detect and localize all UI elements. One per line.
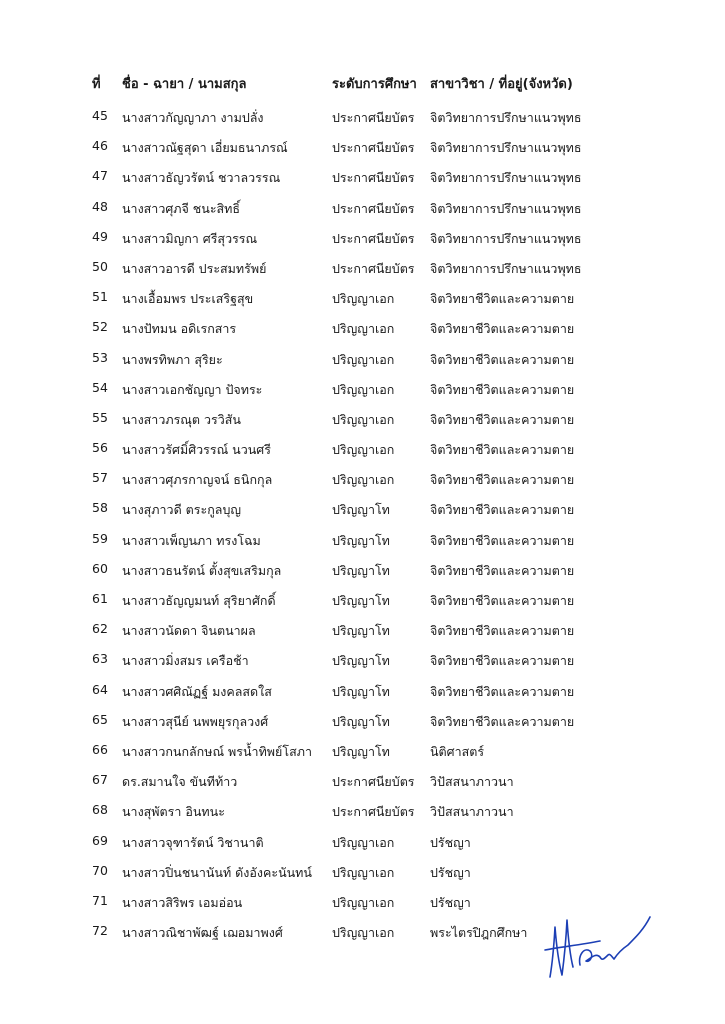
table-row: [0, 525, 725, 555]
row-major-province: จิตวิทยาชีวิตและความตาย: [430, 351, 575, 367]
table-row: [0, 494, 725, 524]
row-education-level: ปริญญาโท: [332, 562, 390, 578]
row-major-province: จิตวิทยาการปรึกษาแนวพุทธ: [430, 110, 582, 125]
row-major-province: จิตวิทยาชีวิตและความตาย: [430, 442, 575, 458]
row-major-province: จิตวิทยาชีวิตและความตาย: [430, 291, 575, 307]
table-row: [0, 464, 725, 494]
row-name: นางสาวสิริพร เอมอ่อน: [122, 894, 243, 910]
row-number: 60: [92, 560, 108, 576]
table-row: [0, 736, 725, 766]
row-major-province: จิตวิทยาชีวิตและความตาย: [430, 593, 575, 608]
row-number: 66: [92, 741, 108, 757]
table-row: [0, 615, 725, 645]
row-education-level: ปริญญาเอก: [332, 442, 395, 458]
row-name: นางพรทิพภา สุริยะ: [122, 351, 223, 367]
header-no: ที่: [92, 77, 101, 92]
row-major-province: นิติศาสตร์: [430, 743, 485, 759]
table-row: [0, 766, 725, 796]
row-name: นางสาวธัญญมนท์ สุริยาศักดิ์: [122, 593, 276, 608]
table-row: [0, 555, 725, 585]
row-number: 70: [92, 862, 108, 878]
row-number: 61: [92, 591, 108, 606]
row-major-province: จิตวิทยาชีวิตและความตาย: [430, 562, 575, 578]
row-education-level: ประกาศนียบัตร: [332, 260, 415, 276]
row-name: นางสาวศุภจี ชนะสิทธิ์: [122, 200, 241, 216]
table-row: [0, 193, 725, 223]
row-education-level: ปริญญาเอก: [332, 925, 395, 941]
table-row: [0, 344, 725, 374]
row-major-province: จิตวิทยาชีวิตและความตาย: [430, 321, 575, 337]
row-major-province: ปรัชญา: [430, 894, 471, 910]
row-name: นางสาวภรณุต วรวิสัน: [122, 411, 241, 427]
row-education-level: ปริญญาเอก: [332, 321, 395, 337]
row-name: นางสาวจุฑารัตน์ วิชานาติ: [122, 834, 264, 850]
row-major-province: จิตวิทยาการปรึกษาแนวพุทธ: [430, 260, 582, 276]
row-major-province: จิตวิทยาชีวิตและความตาย: [430, 411, 575, 427]
row-number: 64: [92, 681, 108, 697]
row-education-level: ปริญญาเอก: [332, 411, 395, 427]
row-education-level: ปริญญาเอก: [332, 834, 395, 850]
row-number: 65: [92, 711, 108, 727]
row-education-level: ประกาศนียบัตร: [332, 230, 415, 246]
row-major-province: จิตวิทยาการปรึกษาแนวพุทธ: [430, 140, 582, 156]
table-row: [0, 162, 725, 192]
row-major-province: จิตวิทยาชีวิตและความตาย: [430, 623, 575, 639]
row-number: 47: [92, 168, 108, 184]
row-name: นางสุพัตรา อินทนะ: [122, 804, 225, 820]
row-major-province: จิตวิทยาชีวิตและความตาย: [430, 683, 575, 699]
row-education-level: ประกาศนียบัตร: [332, 200, 415, 216]
row-number: 67: [92, 772, 108, 788]
row-name: นางสาวรัศมิ์ศิวรรณ์ นวนศรี: [122, 442, 271, 458]
row-education-level: ปริญญาโท: [332, 713, 390, 729]
row-name: นางสาวอารดี ประสมทรัพย์: [122, 260, 267, 276]
row-education-level: ปริญญาโท: [332, 623, 390, 639]
row-education-level: ปริญญาโท: [332, 502, 390, 518]
row-education-level: ประกาศนียบัตร: [332, 170, 415, 186]
row-name: นางสาวกัญญาภา งามปลั่ง: [122, 110, 264, 125]
row-name: นางสาวเพ็ญนภา ทรงโฉม: [122, 532, 261, 548]
table-row: [0, 132, 725, 162]
row-name: นางสาวมิ่งสมร เครือช้า: [122, 653, 249, 669]
row-major-province: จิตวิทยาชีวิตและความตาย: [430, 532, 575, 548]
row-education-level: ปริญญาเอก: [332, 894, 395, 910]
row-education-level: ปริญญาโท: [332, 532, 390, 548]
row-major-province: จิตวิทยาชีวิตและความตาย: [430, 472, 575, 488]
table-body: [0, 102, 725, 947]
row-education-level: ปริญญาเอก: [332, 472, 395, 488]
row-number: 45: [92, 108, 108, 123]
row-major-province: ปรัชญา: [430, 864, 471, 880]
table-row: [0, 223, 725, 253]
row-number: 50: [92, 258, 108, 274]
row-name: นางสาวนัดดา จินตนาผล: [122, 623, 256, 639]
row-education-level: ปริญญาโท: [332, 743, 390, 759]
table-row: [0, 253, 725, 283]
row-education-level: ปริญญาโท: [332, 593, 390, 608]
table-row: [0, 857, 725, 887]
row-education-level: ประกาศนียบัตร: [332, 110, 415, 125]
header-education-level: ระดับการศึกษา: [332, 77, 417, 92]
row-number: 59: [92, 530, 108, 546]
table-row: [0, 434, 725, 464]
row-name: นางสาวศุภรกาญจน์ ธนิกกุล: [122, 472, 273, 488]
row-education-level: ปริญญาเอก: [332, 291, 395, 307]
row-education-level: ปริญญาโท: [332, 653, 390, 669]
row-name: นางสุภาวดี ตระกูลบุญ: [122, 502, 242, 518]
row-major-province: ปรัชญา: [430, 834, 471, 850]
row-major-province: จิตวิทยาชีวิตและความตาย: [430, 502, 575, 518]
row-name: นางสาวณิชาพัฒฐ์ เฌอมาพงศ์: [122, 925, 283, 941]
handwritten-signature: [540, 905, 655, 985]
row-education-level: ปริญญาโท: [332, 683, 390, 699]
table-row: [0, 374, 725, 404]
row-number: 48: [92, 198, 108, 214]
row-name: นางสาวปิ่นชนานันท์ ดังอังคะนันทน์: [122, 864, 312, 880]
row-name: นางสาวธนรัตน์ ตั้งสุขเสริมกุล: [122, 562, 282, 578]
row-name: นางสาวเอกชัญญา ปัจทระ: [122, 381, 263, 397]
row-number: 54: [92, 379, 108, 395]
row-education-level: ประกาศนียบัตร: [332, 140, 415, 156]
row-number: 68: [92, 802, 108, 818]
row-name: นางสาวณัฐสุดา เอี่ยมธนาภรณ์: [122, 140, 288, 156]
row-number: 63: [92, 651, 108, 667]
table-row: [0, 706, 725, 736]
table-row: [0, 313, 725, 343]
row-major-province: จิตวิทยาการปรึกษาแนวพุทธ: [430, 170, 582, 186]
row-major-province: จิตวิทยาชีวิตและความตาย: [430, 713, 575, 729]
table-header: [0, 73, 725, 95]
table-row: [0, 827, 725, 857]
row-number: 58: [92, 500, 108, 516]
table-row: [0, 404, 725, 434]
header-name: ชื่อ - ฉายา / นามสกุล: [122, 77, 247, 92]
table-row: [0, 676, 725, 706]
row-education-level: ประกาศนียบัตร: [332, 774, 415, 790]
row-number: 52: [92, 319, 108, 335]
row-name: นางสาวธัญวรัตน์ ชวาลวรรณ: [122, 170, 281, 186]
row-number: 56: [92, 440, 108, 456]
row-major-province: พระไตรปิฎกศึกษา: [430, 925, 528, 941]
table-row: [0, 283, 725, 313]
row-name: นางสาวมิญกา ศรีสุวรรณ: [122, 230, 258, 246]
table-row: [0, 102, 725, 132]
row-name: นางสาวกนกลักษณ์ พรน้ำทิพย์โสภา: [122, 743, 312, 759]
row-education-level: ปริญญาเอก: [332, 351, 395, 367]
row-number: 57: [92, 470, 108, 486]
row-number: 55: [92, 409, 108, 425]
row-name: นางปัทมน อดิเรกสาร: [122, 321, 237, 337]
row-education-level: ประกาศนียบัตร: [332, 804, 415, 820]
row-major-province: จิตวิทยาชีวิตและความตาย: [430, 381, 575, 397]
row-number: 46: [92, 138, 108, 154]
row-number: 49: [92, 228, 108, 244]
row-number: 72: [92, 923, 108, 939]
row-number: 71: [92, 892, 108, 908]
row-major-province: วิปัสสนาภาวนา: [430, 804, 514, 820]
row-number: 53: [92, 349, 108, 365]
row-name: นางสาวสุนีย์ นพพยุรกุลวงศ์: [122, 713, 269, 729]
row-number: 51: [92, 289, 108, 305]
row-major-province: วิปัสสนาภาวนา: [430, 774, 514, 790]
row-major-province: จิตวิทยาการปรึกษาแนวพุทธ: [430, 230, 582, 246]
row-name: นางเอื้อมพร ประเสริฐสุข: [122, 291, 254, 307]
row-education-level: ปริญญาเอก: [332, 864, 395, 880]
row-major-province: จิตวิทยาการปรึกษาแนวพุทธ: [430, 200, 582, 216]
row-number: 62: [92, 621, 108, 637]
table-row: [0, 796, 725, 826]
row-education-level: ปริญญาเอก: [332, 381, 395, 397]
row-number: 69: [92, 832, 108, 848]
row-name: ดร.สมานใจ ขันทีท้าว: [122, 774, 238, 790]
table-row: [0, 585, 725, 615]
row-name: นางสาวศศิณัฏฐ์ มงคลสดใส: [122, 683, 272, 699]
table-row: [0, 645, 725, 675]
row-major-province: จิตวิทยาชีวิตและความตาย: [430, 653, 575, 669]
header-major-province: สาขาวิชา / ที่อยู่(จังหวัด): [430, 77, 573, 92]
